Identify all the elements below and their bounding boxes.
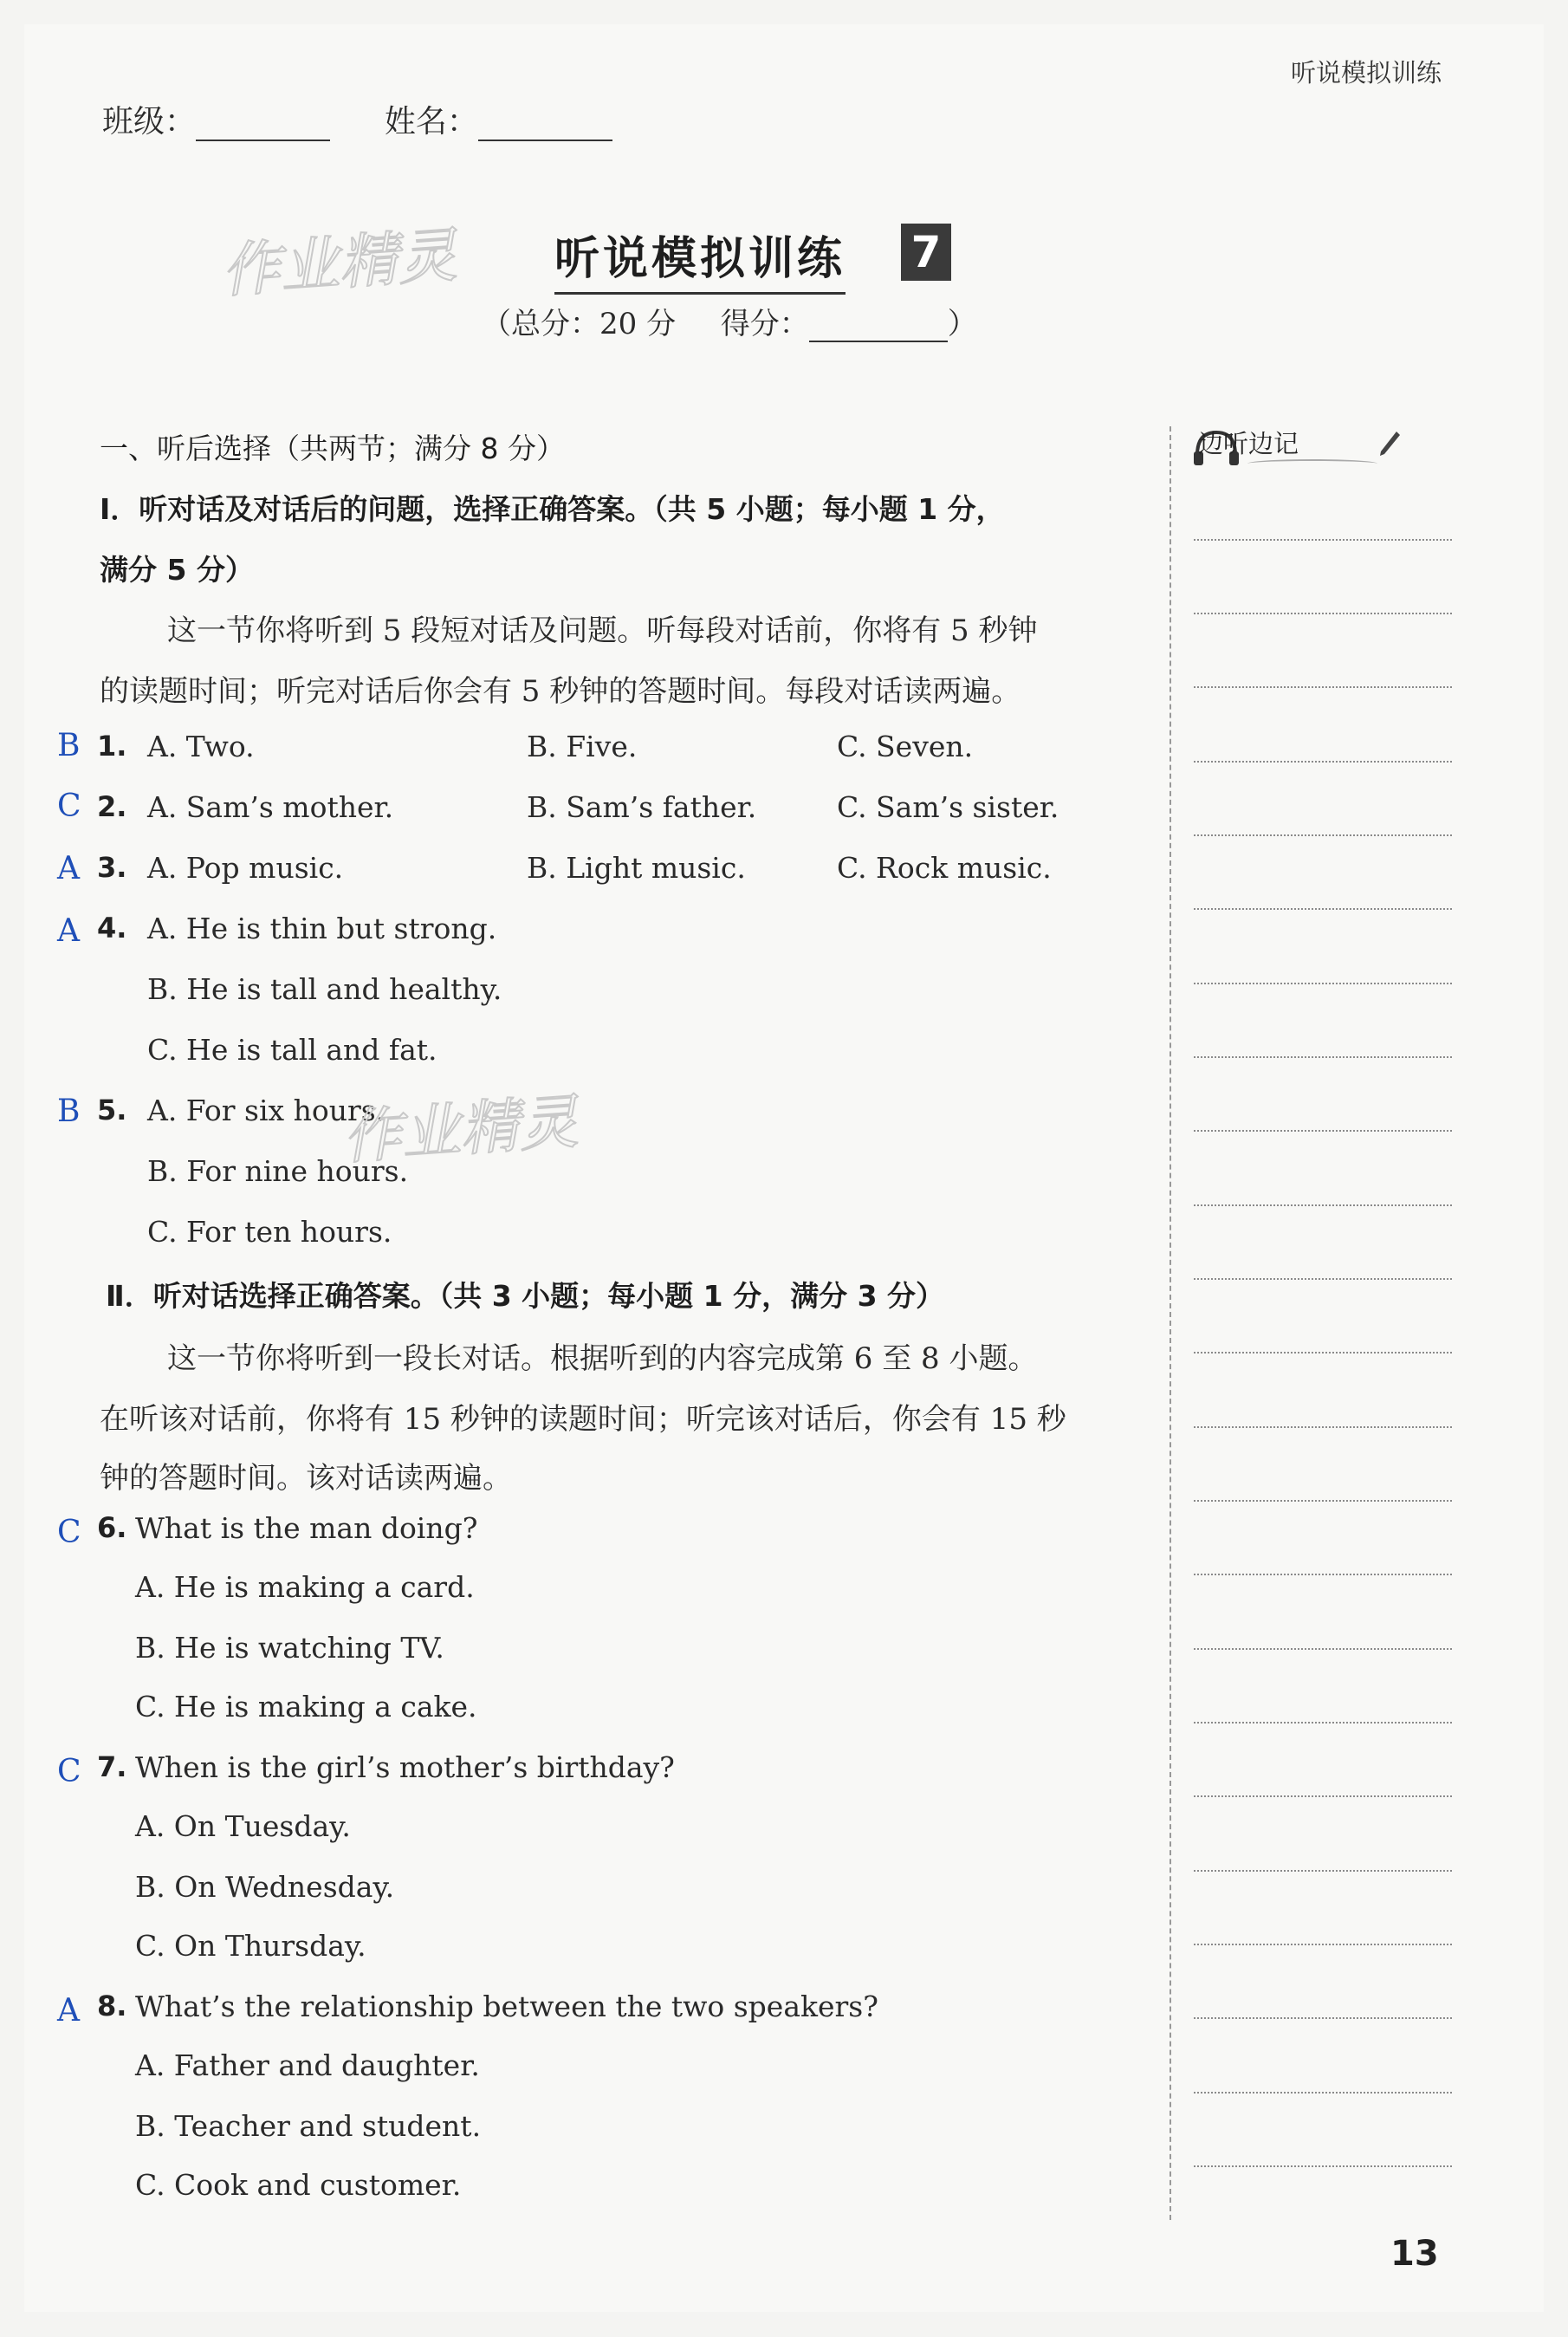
section-heading: 一、听后选择（共两节；满分 8 分） bbox=[100, 432, 565, 465]
option-b: B. Five. bbox=[527, 730, 638, 763]
note-line[interactable] bbox=[1194, 1204, 1452, 1206]
note-line[interactable] bbox=[1194, 1426, 1452, 1428]
note-line[interactable] bbox=[1194, 1130, 1452, 1132]
watermark: 作业精灵 bbox=[340, 1087, 580, 1173]
option-b: B. Light music. bbox=[527, 851, 746, 885]
title-number-badge: 7 bbox=[901, 224, 951, 281]
answer-mark: C bbox=[57, 1754, 81, 1789]
note-line[interactable] bbox=[1194, 1722, 1452, 1724]
option-c: C. He is tall and fat. bbox=[147, 1033, 437, 1067]
option-a: A. Sam’s mother. bbox=[147, 790, 394, 824]
part1-heading-cont: 满分 5 分） bbox=[100, 553, 254, 587]
name-label: 姓名： bbox=[384, 104, 478, 140]
note-line[interactable] bbox=[1194, 834, 1452, 836]
note-line[interactable] bbox=[1194, 1056, 1452, 1058]
option-c: C. Sam’s sister. bbox=[837, 790, 1059, 824]
part1-instruction-cont: 的读题时间；听完对话后你会有 5 秒钟的答题时间。每段对话读两遍。 bbox=[100, 674, 1021, 709]
name-blank[interactable] bbox=[478, 140, 612, 141]
question-number: 8. bbox=[97, 1990, 127, 2022]
note-line[interactable] bbox=[1194, 2017, 1452, 2019]
note-line[interactable] bbox=[1194, 1278, 1452, 1280]
option-c: C. On Thursday. bbox=[135, 1929, 366, 1963]
option-b: B. For nine hours. bbox=[147, 1154, 409, 1188]
question-number: 3. bbox=[97, 851, 127, 884]
option-b: B. He is watching TV. bbox=[135, 1631, 444, 1665]
page-number: 13 bbox=[1390, 2234, 1439, 2274]
question-stem: What is the man doing? bbox=[135, 1511, 478, 1545]
answer-mark: B bbox=[57, 1094, 81, 1129]
part1-heading: Ⅰ．听对话及对话后的问题，选择正确答案。（共 5 小题；每小题 1 分， bbox=[100, 492, 1005, 526]
option-a: A. Father and daughter. bbox=[135, 2048, 480, 2082]
running-header: 听说模拟训练 bbox=[1291, 58, 1442, 88]
part1-instruction: 这一节你将听到 5 段短对话及问题。听每段对话前，你将有 5 秒钟 bbox=[167, 613, 1038, 648]
pencil-icon bbox=[1377, 428, 1402, 463]
part2-instruction-cont: 钟的答题时间。该对话读两遍。 bbox=[100, 1461, 512, 1496]
note-line[interactable] bbox=[1194, 613, 1452, 614]
option-c: C. Rock music. bbox=[837, 851, 1052, 885]
option-c: C. For ten hours. bbox=[147, 1215, 392, 1249]
question-number: 6. bbox=[97, 1511, 127, 1544]
note-line[interactable] bbox=[1194, 1574, 1452, 1575]
class-blank[interactable] bbox=[196, 140, 330, 141]
note-line[interactable] bbox=[1194, 908, 1452, 910]
note-line[interactable] bbox=[1194, 1870, 1452, 1872]
note-line[interactable] bbox=[1194, 761, 1452, 763]
note-line[interactable] bbox=[1194, 2165, 1452, 2167]
option-c: C. Cook and customer. bbox=[135, 2168, 462, 2202]
question-number: 5. bbox=[97, 1094, 127, 1126]
note-line[interactable] bbox=[1194, 1500, 1452, 1502]
option-a: A. Two. bbox=[147, 730, 255, 763]
score-line: （总分：20 分 得分： ） bbox=[482, 307, 977, 341]
notes-divider bbox=[1170, 426, 1171, 2220]
answer-mark: B bbox=[57, 728, 81, 763]
part2-instruction: 这一节你将听到一段长对话。根据听到的内容完成第 6 至 8 小题。 bbox=[167, 1341, 1038, 1376]
part2-heading: Ⅱ．听对话选择正确答案。（共 3 小题；每小题 1 分，满分 3 分） bbox=[106, 1279, 945, 1313]
question-number: 4. bbox=[97, 912, 127, 945]
option-c: C. He is making a cake. bbox=[135, 1690, 477, 1724]
notes-title-underline bbox=[1247, 459, 1377, 468]
option-a: A. He is thin but strong. bbox=[147, 912, 497, 945]
question-number: 1. bbox=[97, 730, 127, 763]
notes-title: 边听边记 bbox=[1198, 429, 1299, 458]
note-line[interactable] bbox=[1194, 539, 1452, 541]
question-number: 2. bbox=[97, 790, 127, 823]
answer-mark: A bbox=[57, 1993, 80, 2029]
option-a: A. He is making a card. bbox=[135, 1570, 475, 1604]
option-b: B. Teacher and student. bbox=[135, 2109, 482, 2143]
question-stem: When is the girl’s mother’s birthday? bbox=[135, 1750, 675, 1784]
note-line[interactable] bbox=[1194, 1648, 1452, 1650]
answer-mark: A bbox=[57, 913, 80, 949]
note-line[interactable] bbox=[1194, 2092, 1452, 2094]
option-b: B. He is tall and healthy. bbox=[147, 972, 502, 1006]
watermark: 作业精灵 bbox=[218, 221, 459, 307]
answer-mark: C bbox=[57, 1515, 81, 1550]
note-line[interactable] bbox=[1194, 1352, 1452, 1354]
class-label: 班级： bbox=[102, 104, 197, 140]
option-b: B. On Wednesday. bbox=[135, 1870, 395, 1904]
note-line[interactable] bbox=[1194, 686, 1452, 688]
part2-instruction-cont: 在听该对话前，你将有 15 秒钟的读题时间；听完该对话后，你会有 15 秒 bbox=[100, 1402, 1066, 1437]
note-line[interactable] bbox=[1194, 983, 1452, 984]
note-line[interactable] bbox=[1194, 1944, 1452, 1945]
option-a: A. Pop music. bbox=[147, 851, 344, 885]
student-info bbox=[102, 97, 612, 141]
question-number: 7. bbox=[97, 1750, 127, 1783]
page-title: 听说模拟训练 bbox=[554, 222, 846, 295]
note-line[interactable] bbox=[1194, 1795, 1452, 1797]
option-c: C. Seven. bbox=[837, 730, 974, 763]
option-a: A. On Tuesday. bbox=[135, 1809, 351, 1843]
question-stem: What’s the relationship between the two speakers? bbox=[135, 1990, 878, 2023]
answer-mark: A bbox=[57, 851, 80, 886]
option-a: A. For six hours. bbox=[147, 1094, 386, 1127]
answer-mark: C bbox=[57, 789, 81, 824]
option-b: B. Sam’s father. bbox=[527, 790, 757, 824]
score-blank[interactable] bbox=[809, 341, 948, 342]
